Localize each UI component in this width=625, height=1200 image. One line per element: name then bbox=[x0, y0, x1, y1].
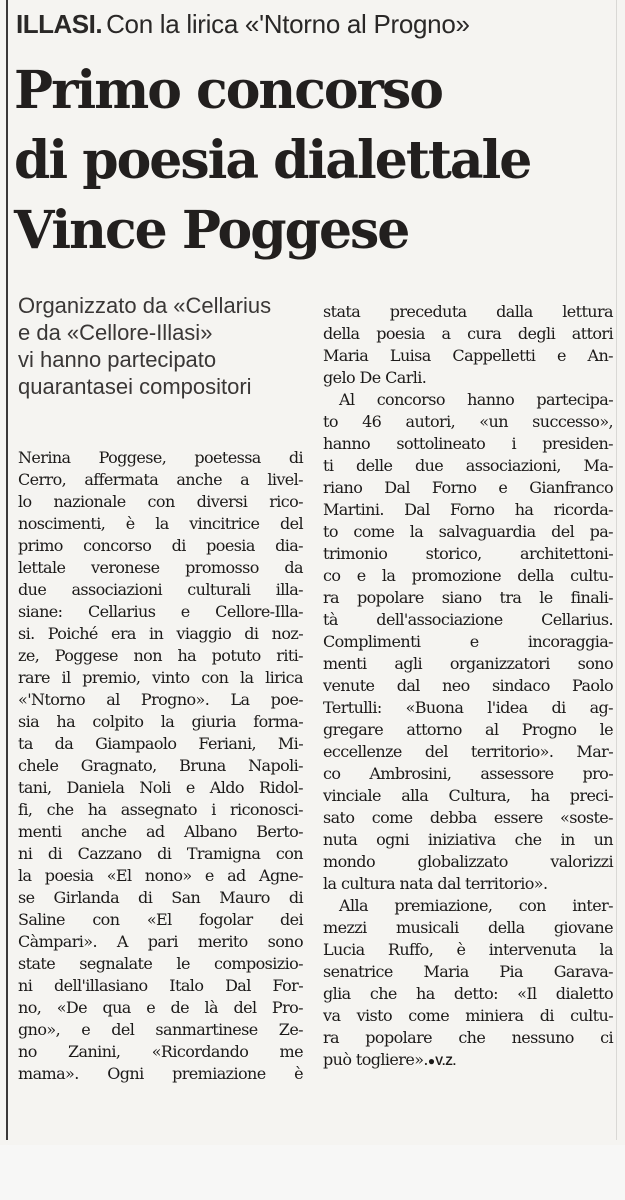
body-line: Tertulli: «Buona l'idea di ag- bbox=[323, 698, 613, 717]
body-line: Saline con «El fogolar dei bbox=[18, 910, 303, 929]
body-line: tani, Daniela Noli e Aldo Ridol- bbox=[18, 778, 303, 797]
body-line: si. Poiché era in viaggio di noz- bbox=[18, 624, 303, 643]
body-line: chele Gragnato, Bruna Napoli- bbox=[18, 756, 303, 775]
kicker-place: ILLASI. bbox=[16, 9, 103, 39]
body-line: gelo De Carli. bbox=[323, 368, 427, 387]
body-column-right bbox=[323, 301, 613, 1072]
body-line: ta da Giampaolo Feriani, Mi- bbox=[18, 734, 303, 753]
headline-line: Vince Poggese bbox=[14, 200, 409, 261]
body-line: mondo globalizzato valorizzi bbox=[323, 852, 613, 871]
body-line: della poesia a cura degli attori bbox=[323, 324, 613, 343]
body-line: venute dal neo sindaco Paolo bbox=[323, 676, 613, 695]
final-sentence: può togliere». bbox=[323, 1050, 428, 1069]
body-line: ni di Cazzano di Tramigna con bbox=[18, 844, 303, 863]
summary-line: vi hanno partecipato bbox=[18, 347, 217, 372]
body-line: to 46 autori, «un successo», bbox=[323, 412, 613, 431]
body-line: menti agli organizzatori sono bbox=[323, 654, 613, 673]
body-line: la cultura nata dal territorio». bbox=[323, 874, 548, 893]
body-line: tà dell'associazione Cellarius. bbox=[323, 610, 613, 629]
kicker-text: Con la lirica «'Ntorno al Progno» bbox=[106, 9, 470, 39]
summary bbox=[18, 292, 318, 400]
summary-line: Organizzato da «Cellarius bbox=[18, 293, 272, 318]
body-line: no, «De qua e de là del Pro- bbox=[18, 998, 303, 1017]
body-line: Nerina Poggese, poetessa di bbox=[18, 448, 303, 467]
body-line: siane: Cellarius e Cellore-Illa- bbox=[18, 602, 303, 621]
body-line: la poesia «El nono» e ad Agne- bbox=[18, 866, 303, 885]
body-line: hanno sottolineato i presiden- bbox=[323, 434, 613, 453]
body-line: Càmpari». A pari merito sono bbox=[18, 932, 303, 951]
body-line: mama». Ogni premiazione è bbox=[18, 1064, 303, 1083]
body-line: «'Ntorno al Progno». La poe- bbox=[18, 690, 303, 709]
body-line: fi, che ha assegnato i riconosci- bbox=[18, 800, 303, 819]
body-line: riano Dal Forno e Gianfranco bbox=[323, 478, 613, 497]
headline bbox=[14, 56, 614, 266]
body-line: ra popolare siano tra le finali- bbox=[323, 588, 613, 607]
body-line: mezzi musicali della giovane bbox=[323, 918, 613, 937]
author-signoff: ●V.Z. bbox=[427, 1054, 457, 1068]
body-line: menti anche ad Albano Berto- bbox=[18, 822, 303, 841]
body-line: noscimenti, è la vincitrice del bbox=[18, 514, 303, 533]
body-line: ra popolare che nessuno ci bbox=[323, 1028, 613, 1047]
body-line-final bbox=[323, 1049, 613, 1072]
body-line: Alla premiazione, con inter- bbox=[339, 896, 613, 915]
column-rule-left bbox=[6, 0, 8, 1140]
body-line: gregare attorno al Progno le bbox=[323, 720, 613, 739]
headline-line: di poesia dialettale bbox=[14, 130, 531, 191]
body-line: trimonio storico, architettoni- bbox=[323, 544, 613, 563]
body-line: lettale veronese promosso da bbox=[18, 558, 303, 577]
body-column-left bbox=[18, 447, 303, 1085]
summary-line: e da «Cellore-Illasi» bbox=[18, 320, 213, 345]
body-line: va visto come miniera di cultu- bbox=[323, 1006, 613, 1025]
body-line: Maria Luisa Cappelletti e An- bbox=[323, 346, 613, 365]
body-line: vinciale alla Cultura, ha preci- bbox=[323, 786, 613, 805]
body-line: Cerro, affermata anche a livel- bbox=[18, 470, 303, 489]
body-line: Lucia Ruffo, è intervenuta la bbox=[323, 940, 613, 959]
body-line: glia che ha detto: «Il dialetto bbox=[323, 984, 613, 1003]
body-line: ni dell'illasiano Italo Dal For- bbox=[18, 976, 303, 995]
body-line: sia ha colpito la giuria forma- bbox=[18, 712, 303, 731]
body-line: ze, Poggese non ha potuto riti- bbox=[18, 646, 303, 665]
body-line: Al concorso hanno partecipa- bbox=[339, 390, 613, 409]
body-line: no Zanini, «Ricordando me bbox=[18, 1042, 303, 1061]
body-line: co e la promozione della cultu- bbox=[323, 566, 613, 585]
body-line: ti delle due associazioni, Ma- bbox=[323, 456, 613, 475]
body-line: to come la salvaguardia del pa- bbox=[323, 522, 613, 541]
headline-line: Primo concorso bbox=[14, 60, 442, 121]
body-line: Complimenti e incoraggia- bbox=[323, 632, 613, 651]
body-line: se Girlanda di San Mauro di bbox=[18, 888, 303, 907]
body-line: sato come debba essere «soste- bbox=[323, 808, 613, 827]
body-line: senatrice Maria Pia Garava- bbox=[323, 962, 613, 981]
page-margin-bottom bbox=[0, 1145, 625, 1200]
body-line: Martini. Dal Forno ha ricorda- bbox=[323, 500, 613, 519]
body-line: co Ambrosini, assessore pro- bbox=[323, 764, 613, 783]
kicker bbox=[16, 8, 470, 40]
body-line: lo nazionale con diversi rico- bbox=[18, 492, 303, 511]
column-rule-right bbox=[616, 0, 617, 1140]
summary-line: quarantasei compositori bbox=[18, 374, 252, 399]
body-line: eccellenze del territorio». Mar- bbox=[323, 742, 613, 761]
body-line: state segnalate le composizio- bbox=[18, 954, 303, 973]
body-line: stata preceduta dalla lettura bbox=[323, 302, 613, 321]
body-line: nuta ogni iniziativa che in un bbox=[323, 830, 613, 849]
body-line: rare il premio, vinto con la lirica bbox=[18, 668, 303, 687]
body-line: due associazioni culturali illa- bbox=[18, 580, 303, 599]
body-line: gno», e del sanmartinese Ze- bbox=[18, 1020, 303, 1039]
body-line: primo concorso di poesia dia- bbox=[18, 536, 303, 555]
